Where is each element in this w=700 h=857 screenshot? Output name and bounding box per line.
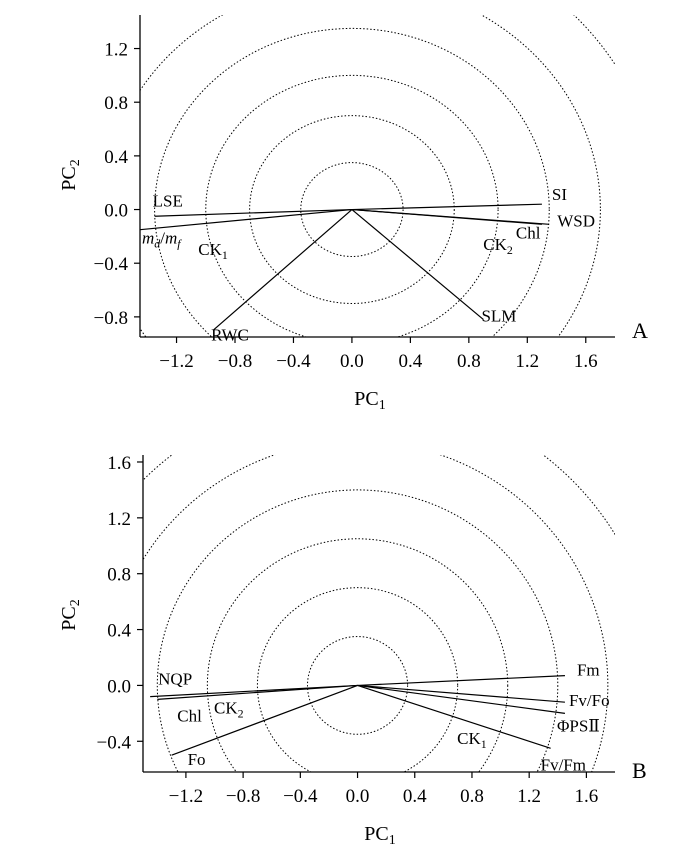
x-axis-label: $PC_1$ [364, 823, 396, 848]
y-axis-label: $PC_2$ [58, 159, 83, 191]
vector-fvfm [358, 685, 551, 748]
vector-label: ΦPSⅡ [556, 716, 600, 736]
x-tick-label: −0.4 [276, 351, 311, 372]
panel-B [57, 392, 658, 857]
x-tick-label: −0.8 [225, 786, 261, 807]
x-tick-label: −0.4 [283, 786, 318, 807]
y-tick-label: 0.0 [107, 676, 131, 698]
vector-label: Fm [576, 660, 600, 680]
vector-label: LSE [152, 191, 183, 211]
circles [45, 0, 659, 491]
x-tick-label: 1.6 [573, 351, 598, 372]
vector-label: NQP [158, 669, 193, 689]
y-tick-label: 0.4 [104, 146, 128, 168]
y-tick-label: −0.8 [93, 307, 128, 329]
panel-letter: B [632, 758, 647, 783]
y-tick-label: 1.2 [104, 39, 128, 61]
x-tick-label: 0.4 [398, 351, 423, 372]
x-tick-label: 0.0 [340, 351, 364, 372]
vector-label: SI [551, 185, 568, 205]
x-tick-label: −0.8 [217, 351, 253, 372]
x-tick-label: 0.0 [345, 786, 370, 807]
x-tick-label: 1.2 [515, 351, 540, 372]
x-tick-label: 0.8 [460, 786, 484, 807]
panel-A [45, 0, 659, 491]
y-tick-label: 1.2 [107, 508, 131, 530]
vector-label: WSD [557, 211, 596, 231]
vector-label: Fv/Fm [540, 755, 586, 775]
x-axis-label: $PC_1$ [354, 388, 386, 413]
group-label: $CK_2$ [483, 234, 513, 257]
y-tick-label: 0.8 [107, 564, 131, 586]
y-tick-label: −0.4 [96, 732, 131, 754]
vector-label: Chl [515, 223, 541, 243]
group-label: $CK_1$ [198, 240, 228, 263]
x-tick-label: 1.2 [517, 786, 542, 807]
vector-fm [358, 676, 565, 686]
vector-label: SLM [481, 306, 517, 326]
y-axis-label: $PC_2$ [58, 599, 83, 631]
vector-label: $m_d/m_f$ [142, 228, 181, 251]
vector-label: Fv/Fo [568, 691, 610, 711]
panel-letter: A [632, 318, 648, 343]
circle-r2.1 [45, 0, 659, 491]
x-tick-label: 0.8 [456, 351, 481, 372]
vector-label: RWC [211, 325, 249, 345]
vector-slm [352, 210, 484, 320]
vector-label: Fo [187, 750, 206, 770]
vector-chl [352, 210, 542, 225]
vector-si [352, 204, 542, 209]
y-tick-label: 0.4 [107, 620, 131, 642]
x-tick-label: −1.2 [159, 351, 194, 372]
y-tick-label: 1.6 [107, 452, 131, 474]
y-tick-label: 0.8 [104, 93, 128, 115]
y-tick-label: 0.0 [104, 200, 128, 222]
x-tick-label: 1.6 [574, 786, 599, 807]
x-tick-label: 0.4 [402, 786, 427, 807]
y-tick-label: −0.4 [93, 254, 128, 276]
group-label: $CK_1$ [457, 729, 487, 752]
vector-label: Chl [177, 706, 202, 726]
x-tick-label: −1.2 [168, 786, 204, 807]
group-label: $CK_2$ [214, 698, 244, 721]
vector-rwc [213, 210, 352, 331]
